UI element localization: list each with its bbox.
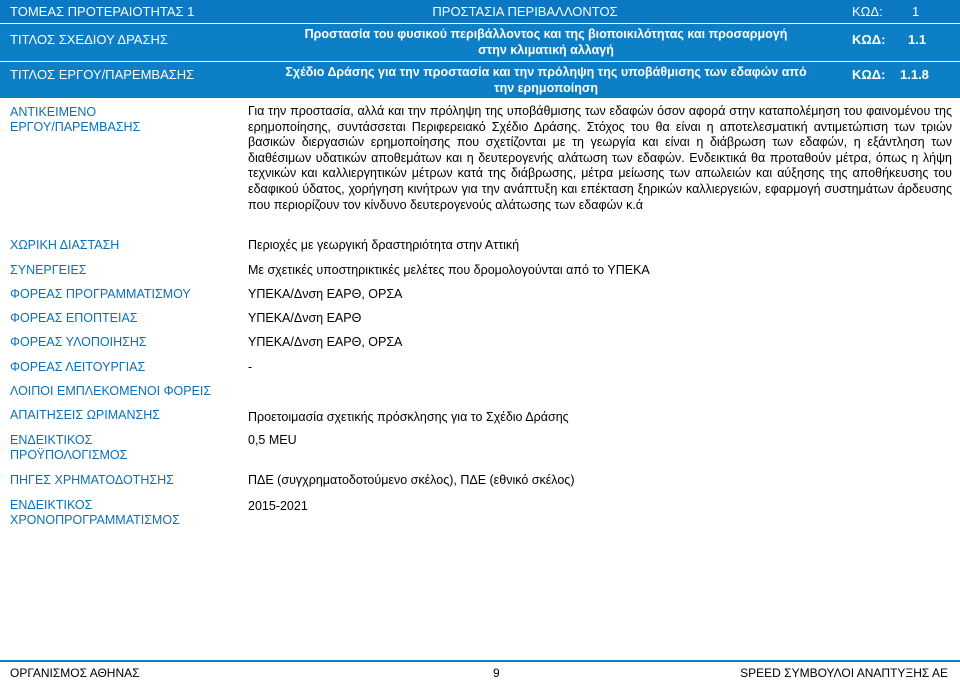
planning-value: ΥΠΕΚΑ/Δνση ΕΑΡΘ, ΟΡΣΑ xyxy=(248,287,403,301)
plan-title-line2: στην κλιματική αλλαγή xyxy=(478,43,614,57)
other-bodies-label: ΛΟΙΠΟΙ ΕΜΠΛΕΚΟΜΕΝΟΙ ΦΟΡΕΙΣ xyxy=(10,384,212,398)
project-kod-label: ΚΩΔ: xyxy=(852,67,886,82)
priority-label: ΤΟΜΕΑΣ ΠΡΟΤΕΡΑΙΟΤΗΤΑΣ 1 xyxy=(10,4,195,19)
footer-page-number: 9 xyxy=(493,666,500,680)
footer-company: SPEED ΣΥΜΒΟΥΛΟΙ ΑΝΑΠΤΥΞΗΣ ΑΕ xyxy=(740,666,948,680)
schedule-label-line1: ΕΝΔΕΙΚΤΙΚΟΣ xyxy=(10,498,93,512)
header-row-project xyxy=(0,62,960,98)
synergy-label: ΣΥΝΕΡΓΕΙΕΣ xyxy=(10,263,87,277)
plan-kod-label: ΚΩΔ: xyxy=(852,32,886,47)
schedule-value: 2015-2021 xyxy=(248,499,308,513)
object-label xyxy=(10,105,140,135)
object-label-line2: ΕΡΓΟΥ/ΠΑΡΕΜΒΑΣΗΣ xyxy=(10,120,141,134)
priority-kod-label: ΚΩΔ: xyxy=(852,4,883,19)
implementation-value: ΥΠΕΚΑ/Δνση ΕΑΡΘ, ΟΡΣΑ xyxy=(248,335,403,349)
plan-kod-value: 1.1 xyxy=(908,32,927,47)
header-row-plan xyxy=(0,24,960,61)
budget-label-line2: ΠΡΟΫΠΟΛΟΓΙΣΜΟΣ xyxy=(10,448,128,462)
footer-organization: ΟΡΓΑΝΙΣΜΟΣ ΑΘΗΝΑΣ xyxy=(10,666,140,680)
budget-label-line1: ΕΝΔΕΙΚΤΙΚΟΣ xyxy=(10,433,93,447)
funding-label: ΠΗΓΕΣ ΧΡΗΜΑΤΟΔΟΤΗΣΗΣ xyxy=(10,473,174,487)
priority-kod-value: 1 xyxy=(912,4,920,19)
spatial-label: ΧΩΡΙΚΗ ΔΙΑΣΤΑΣΗ xyxy=(10,238,120,252)
page-footer xyxy=(0,660,960,682)
operation-label: ΦΟΡΕΑΣ ΛΕΙΤΟΥΡΓΙΑΣ xyxy=(10,360,146,374)
maturity-label: ΑΠΑΙΤΗΣΕΙΣ ΩΡΙΜΑΝΣΗΣ xyxy=(10,408,160,422)
object-label-line1: ΑΝΤΙΚΕΙΜΕΝΟ xyxy=(10,105,97,119)
project-title xyxy=(246,64,846,96)
supervision-label: ΦΟΡΕΑΣ ΕΠΟΠΤΕΙΑΣ xyxy=(10,311,138,325)
funding-value: ΠΔΕ (συγχρηματοδοτούμενο σκέλος), ΠΔΕ (εθνικό σκέλος) xyxy=(248,473,575,487)
operation-value: - xyxy=(248,360,253,374)
object-description: Για την προστασία, αλλά και την πρόληψη της υποβάθμισης των εδαφών όσον αφορά στην καταπολέμηση του φαινομένου της ερημοποίησης, συντάσσεται Περιφερειακό Σχέδιο Δράσης. Στόχος του θα είναι η αποτελεσματική αντιμετώπιση των τριών βασικών διεργασιών ερημοποίησης που σχετίζονται με τη γεωργία και είναι η διάβρωση των εδαφών, η εξάντληση των διαθέσιμων υδατικών αποθεμάτων και η δευτερογενής αλάτωση των εδαφών. Ενδεικτικά θα προταθούν μέτρα, όπως η λήψη τεχνικών και καλλιεργητικών μέτρων κατά της διάβρωσης, μέτρα μείωσης των απωλειών και αύξησης της αποθήκευσης του εδαφικού ύδατος, χορήγηση κινήτρων για την ανάπτυξη και επέκταση ξηρικών καλλιεργειών, εφαρμογή συστημάτων άρδευσης που περιορίζουν τον κίνδυνο δευτερογενούς αλάτωσης των εδαφών κ.ά xyxy=(248,104,952,212)
project-title-line1: Σχέδιο Δράσης για την προστασία και την πρόληψη της υποβάθμισης των εδαφών από xyxy=(285,65,807,79)
plan-title-line1: Προστασία του φυσικού περιβάλλοντος και της βιοποικιλότητας και προσαρμογή xyxy=(304,27,788,41)
spatial-value: Περιοχές με γεωργική δραστηριότητα στην Αττική xyxy=(248,238,520,252)
implementation-label: ΦΟΡΕΑΣ ΥΛΟΠΟΙΗΣΗΣ xyxy=(10,335,147,349)
plan-title xyxy=(246,26,846,58)
budget-value: 0,5 MEU xyxy=(248,433,297,447)
project-kod-value: 1.1.8 xyxy=(900,67,929,82)
supervision-value: ΥΠΕΚΑ/Δνση ΕΑΡΘ xyxy=(248,311,362,325)
planning-label: ΦΟΡΕΑΣ ΠΡΟΓΡΑΜΜΑΤΙΣΜΟΥ xyxy=(10,287,191,301)
project-label: ΤΙΤΛΟΣ ΕΡΓΟΥ/ΠΑΡΕΜΒΑΣΗΣ xyxy=(10,67,195,82)
schedule-label xyxy=(10,498,180,528)
plan-label: ΤΙΤΛΟΣ ΣΧΕΔΙΟΥ ΔΡΑΣΗΣ xyxy=(10,32,168,47)
header-row-priority xyxy=(0,0,960,23)
budget-label xyxy=(10,433,127,463)
priority-title: ΠΡΟΣΤΑΣΙΑ ΠΕΡΙΒΑΛΛΟΝΤΟΣ xyxy=(432,4,618,19)
maturity-value: Προετοιμασία σχετικής πρόσκλησης για το Σχέδιο Δράσης xyxy=(248,410,569,424)
schedule-label-line2: ΧΡΟΝΟΠΡΟΓΡΑΜΜΑΤΙΣΜΟΣ xyxy=(10,513,180,527)
synergy-value: Με σχετικές υποστηρικτικές μελέτες που δρομολογούνται από το ΥΠΕΚΑ xyxy=(248,263,650,277)
project-title-line2: την ερημοποίηση xyxy=(493,81,599,95)
